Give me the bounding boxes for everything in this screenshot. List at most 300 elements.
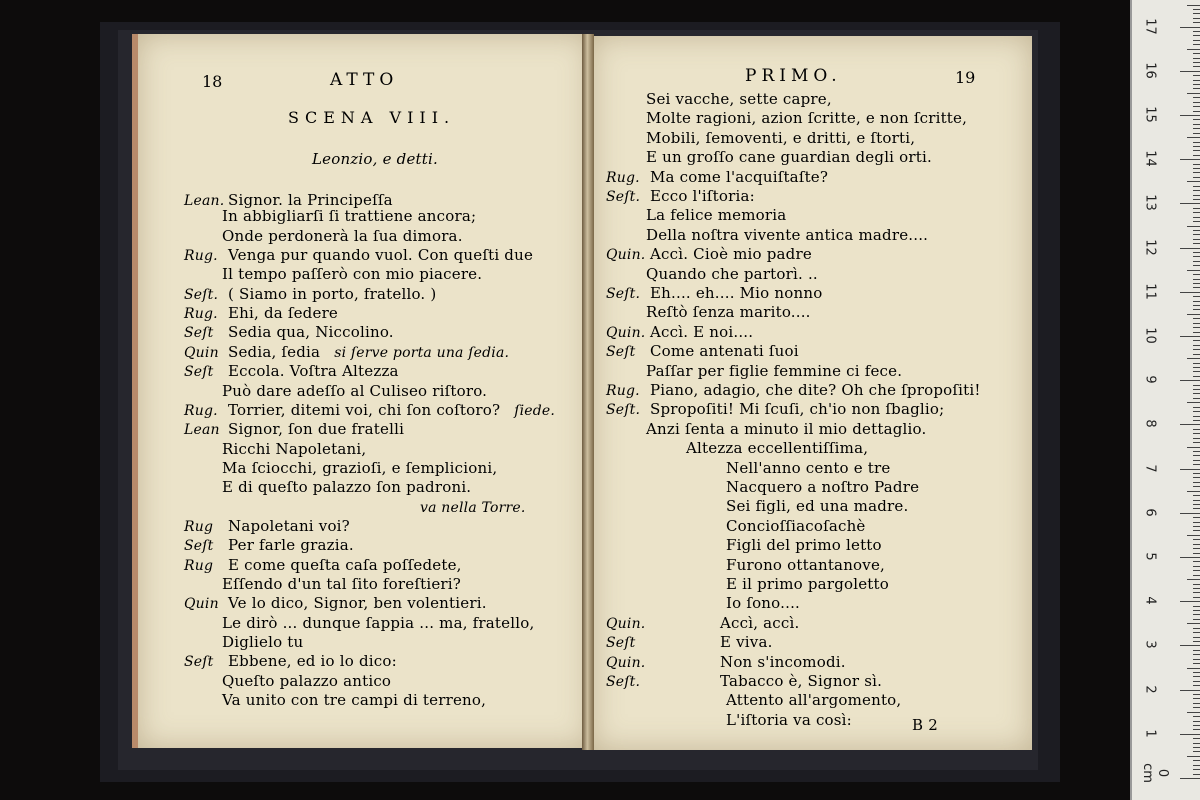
ruler-tick	[1193, 389, 1200, 390]
ruler-tick	[1193, 606, 1200, 607]
ruler-number: 6	[1142, 508, 1158, 517]
ruler-number: 11	[1142, 283, 1158, 300]
text-line	[184, 517, 350, 536]
verse-text: Venga pur quando vuol. Con queſti due	[228, 246, 534, 265]
ruler-tick	[1193, 88, 1200, 89]
ruler-tick	[1193, 35, 1200, 36]
ruler-number: 15	[1142, 106, 1158, 123]
ruler-tick	[1187, 137, 1200, 138]
ruler-tick	[1193, 477, 1200, 478]
ruler-tick	[1193, 544, 1200, 545]
ruler-tick	[1193, 97, 1200, 98]
ruler-tick	[1193, 309, 1200, 310]
text-line	[184, 207, 476, 225]
text-line	[184, 401, 555, 420]
speaker-label: Quin.	[606, 247, 646, 264]
text-line	[606, 497, 908, 515]
ruler-tick	[1193, 327, 1200, 328]
ruler-tick	[1193, 681, 1200, 682]
text-line	[606, 536, 882, 554]
text-line	[606, 284, 822, 303]
ruler-tick	[1180, 690, 1200, 691]
ruler-tick	[1193, 747, 1200, 748]
verse-text: E come queſta caſa poſſedete,	[228, 555, 462, 574]
ruler-tick	[1193, 597, 1200, 598]
text-line	[606, 303, 811, 321]
ruler-tick	[1193, 142, 1200, 143]
verse-text: Reſtò ſenza marito....	[646, 303, 811, 322]
ruler-tick	[1193, 743, 1200, 744]
ruler-tick	[1193, 504, 1200, 505]
ruler-tick	[1193, 234, 1200, 235]
speaker-label: Rug.	[606, 383, 640, 399]
ruler-tick	[1193, 128, 1200, 129]
ruler-tick	[1193, 765, 1200, 766]
text-line	[606, 226, 928, 244]
text-line	[606, 575, 889, 593]
verse-text: Ve lo dico, Signor, ben volentieri.	[228, 594, 487, 613]
verse-text: E un groſſo cane guardian degli orti.	[646, 148, 932, 167]
ruler-tick	[1193, 239, 1200, 240]
text-line	[184, 459, 497, 477]
ruler-number: 1	[1142, 729, 1158, 738]
ruler-tick	[1193, 769, 1200, 770]
verse-text: Queſto palazzo antico	[222, 671, 392, 690]
scene-characters: Leonzio, e detti.	[312, 150, 438, 168]
speaker-label: Quin	[184, 596, 219, 613]
ruler-tick	[1193, 53, 1200, 54]
ruler-number: 17	[1142, 17, 1158, 35]
ruler-tick	[1193, 429, 1200, 430]
verse-text: Anzi ſenta a minuto il mio dettaglio.	[646, 419, 927, 438]
text-line	[184, 652, 397, 671]
verse-text: Altezza eccellentiſſima,	[686, 439, 869, 458]
text-line	[184, 536, 354, 555]
signature-mark: B 2	[912, 716, 938, 734]
text-line	[184, 227, 463, 245]
ruler-tick	[1193, 495, 1200, 496]
ruler-tick	[1193, 694, 1200, 695]
ruler-tick	[1193, 575, 1200, 576]
ruler-tick	[1193, 9, 1200, 10]
ruler-tick	[1193, 80, 1200, 81]
ruler-number: 16	[1142, 62, 1158, 79]
ruler-tick	[1187, 535, 1200, 536]
ruler-tick	[1193, 707, 1200, 708]
verse-text: Ecco l'iſtoria:	[650, 187, 755, 205]
ruler-tick	[1193, 124, 1200, 125]
ruler-tick	[1193, 716, 1200, 717]
ruler-tick	[1180, 292, 1200, 293]
ruler-tick	[1193, 287, 1200, 288]
verse-text: Le dirò ... dunque ſappia ... ma, fratello,	[222, 613, 535, 632]
right-page-number: 19	[955, 68, 976, 87]
verse-text: Signor, ſon due fratelli	[228, 420, 405, 439]
scene-title: SCENA VIII.	[288, 108, 456, 127]
verse-text: Piano, adagio, che dite? Oh che ſpropoſiti!	[650, 381, 981, 399]
ruler-tick	[1193, 168, 1200, 169]
ruler-tick	[1193, 18, 1200, 19]
verse-text: Può dare adeſſo al Culiseo riſtoro.	[222, 381, 488, 400]
verse-text: Figli del primo letto	[726, 536, 882, 555]
ruler-tick	[1180, 601, 1200, 602]
ruler-tick	[1187, 447, 1200, 448]
ruler-tick	[1193, 650, 1200, 651]
text-line	[184, 304, 338, 323]
ruler-tick	[1180, 424, 1200, 425]
speaker-label: Seſt	[184, 654, 214, 671]
speaker-label: Seſt	[184, 325, 214, 342]
ruler-tick	[1180, 645, 1200, 646]
verse-text: Va unito con tre campi di terreno,	[222, 691, 487, 710]
verse-text: Sei figli, ed una madre.	[726, 497, 909, 516]
ruler-tick	[1193, 66, 1200, 67]
verse-text: Spropoſiti! Mi ſcuſi, ch'io non ſbaglio;	[650, 400, 945, 419]
verse-text: E viva.	[720, 633, 773, 652]
right-running-head: PRIMO.	[745, 66, 842, 86]
text-line	[606, 90, 832, 108]
ruler-tick	[1193, 672, 1200, 673]
verse-text: Molte ragioni, azion ſcritte, e non ſcritte,	[646, 109, 968, 128]
ruler-tick	[1193, 721, 1200, 722]
text-line	[606, 653, 846, 672]
verse-text: Come antenati ſuoi	[650, 342, 799, 361]
text-line	[606, 342, 799, 361]
ruler-tick	[1193, 561, 1200, 562]
ruler-tick	[1193, 44, 1200, 45]
ruler-tick	[1193, 628, 1200, 629]
verse-text: Sedia, ſedia	[228, 342, 321, 361]
ruler-tick	[1193, 296, 1200, 297]
verse-text: ( Siamo in porto, fratello. )	[228, 284, 437, 303]
ruler-tick	[1193, 654, 1200, 655]
ruler-tick	[1193, 522, 1200, 523]
ruler-tick	[1180, 336, 1200, 337]
ruler-tick	[1193, 40, 1200, 41]
ruler-number: 4	[1142, 596, 1158, 605]
verse-text: E il primo pargoletto	[726, 575, 889, 593]
ruler-tick	[1193, 632, 1200, 633]
verse-text: Il tempo paſſerò con mio piacere.	[222, 265, 483, 284]
text-line	[606, 711, 852, 729]
ruler-tick	[1193, 530, 1200, 531]
stage-direction: va nella Torre.	[420, 499, 526, 516]
ruler-number: 8	[1142, 419, 1158, 429]
verse-text: Quando che partorì. ..	[646, 264, 818, 283]
text-line	[606, 614, 799, 633]
verse-text: Ebbene, ed io lo dico:	[228, 652, 397, 671]
text-line	[606, 129, 915, 147]
verse-text: Della noſtra vivente antica madre....	[646, 225, 929, 244]
verse-text: Eh.... eh.... Mio nonno	[650, 284, 823, 302]
text-line	[606, 633, 773, 652]
ruler-tick	[1193, 751, 1200, 752]
speaker-label: Quin	[184, 344, 219, 361]
measuring-ruler	[1130, 0, 1200, 800]
speaker-label: Rug.	[184, 306, 218, 323]
ruler-tick	[1193, 172, 1200, 173]
text-line	[606, 362, 902, 380]
ruler-tick	[1193, 31, 1200, 32]
ruler-number: 13	[1142, 194, 1158, 212]
ruler-tick	[1193, 526, 1200, 527]
ruler-tick	[1193, 614, 1200, 615]
speaker-label: Seſt.	[606, 674, 641, 690]
verse-text: L'iſtoria va così:	[726, 710, 852, 729]
ruler-tick	[1193, 305, 1200, 306]
ruler-tick	[1193, 703, 1200, 704]
ruler-tick	[1193, 539, 1200, 540]
ruler-tick	[1193, 455, 1200, 456]
ruler-tick	[1187, 756, 1200, 757]
ruler-tick	[1193, 698, 1200, 699]
text-line	[606, 187, 755, 206]
ruler-tick	[1187, 579, 1200, 580]
text-line	[184, 440, 366, 458]
ruler-number: 5	[1142, 552, 1158, 561]
ruler-tick	[1193, 464, 1200, 465]
verse-text: Torrier, ditemi voi, chi ſon coſtoro?	[228, 400, 501, 419]
ruler-number: 3	[1142, 640, 1158, 650]
speaker-label: Seſt.	[606, 286, 641, 302]
verse-text: Accì. Cioè mio padre	[650, 245, 812, 264]
ruler-tick	[1193, 482, 1200, 483]
text-line	[184, 478, 471, 496]
verse-text: Furono ottantanove,	[726, 555, 886, 574]
ruler-tick	[1187, 668, 1200, 669]
ruler-tick	[1193, 588, 1200, 589]
ruler-tick	[1193, 371, 1200, 372]
ruler-tick	[1193, 265, 1200, 266]
ruler-tick	[1193, 186, 1200, 187]
speaker-label: Quin.	[606, 324, 646, 341]
ruler-tick	[1193, 256, 1200, 257]
ruler-tick	[1193, 570, 1200, 571]
text-line	[606, 400, 944, 419]
ruler-tick	[1193, 407, 1200, 408]
text-line	[606, 420, 926, 438]
verse-text: Attento all'argomento,	[726, 691, 902, 710]
ruler-tick	[1193, 619, 1200, 620]
ruler-tick	[1193, 729, 1200, 730]
verse-text: Non s'incomodi.	[720, 652, 846, 671]
text-line	[606, 109, 967, 127]
ruler-tick	[1193, 500, 1200, 501]
ruler-tick	[1193, 420, 1200, 421]
verse-text: Accì, accì.	[720, 613, 800, 632]
ruler-tick	[1180, 248, 1200, 249]
ruler-tick	[1180, 159, 1200, 160]
verse-text: Accì. E noi....	[650, 322, 754, 341]
verse-text: Ehi, da ſedere	[228, 304, 339, 323]
ruler-tick	[1187, 226, 1200, 227]
text-line	[184, 382, 487, 400]
text-line	[606, 478, 919, 496]
ruler-tick	[1193, 508, 1200, 509]
verse-text: E di queſto palazzo ſon padroni.	[222, 478, 472, 497]
ruler-tick	[1180, 734, 1200, 735]
ruler-number: 9	[1142, 375, 1158, 384]
text-line	[606, 459, 890, 477]
text-line	[606, 323, 753, 342]
ruler-tick	[1193, 584, 1200, 585]
verse-text: Ma ſciocchi, grazioſi, e ſemplicioni,	[222, 458, 498, 477]
ruler-tick	[1193, 13, 1200, 14]
ruler-number: 10	[1142, 327, 1158, 344]
verse-text: Napoletani voi?	[228, 516, 350, 535]
text-line	[606, 517, 866, 535]
ruler-tick	[1180, 778, 1200, 779]
ruler-tick	[1180, 27, 1200, 28]
ruler-tick	[1193, 177, 1200, 178]
text-line	[606, 245, 812, 264]
ruler-tick	[1187, 314, 1200, 315]
ruler-tick	[1193, 345, 1200, 346]
ruler-tick	[1193, 451, 1200, 452]
text-line	[184, 633, 303, 651]
verse-text: Paſſar per figlie femmine ci fece.	[646, 361, 903, 380]
speaker-label: Rug.	[184, 402, 218, 419]
ruler-tick	[1193, 663, 1200, 664]
ruler-tick	[1193, 416, 1200, 417]
text-line	[184, 691, 486, 709]
ruler-tick	[1193, 548, 1200, 549]
ruler-tick	[1193, 58, 1200, 59]
speaker-label: Lean.	[184, 193, 225, 209]
ruler-tick	[1193, 349, 1200, 350]
book-gutter	[582, 34, 594, 750]
text-line	[184, 246, 533, 265]
ruler-tick	[1193, 566, 1200, 567]
ruler-tick	[1193, 318, 1200, 319]
ruler-tick	[1193, 363, 1200, 364]
verse-text: Io ſono....	[726, 594, 801, 613]
verse-text: Per farle grazia.	[228, 536, 354, 555]
ruler-tick	[1193, 252, 1200, 253]
left-running-head: ATTO	[330, 70, 399, 90]
verse-text: In abbigliarſi ſi trattiene ancora;	[222, 207, 477, 226]
speaker-label: Seſt	[184, 364, 214, 381]
text-line	[184, 614, 534, 632]
text-line	[606, 381, 981, 400]
speaker-label: Rug	[184, 518, 214, 535]
speaker-label: Rug	[184, 557, 214, 574]
verse-text: Eccola. Voſtra Altezza	[228, 362, 399, 381]
ruler-tick	[1193, 385, 1200, 386]
left-page-number: 18	[202, 72, 223, 91]
ruler-tick	[1193, 393, 1200, 394]
ruler-tick	[1193, 150, 1200, 151]
ruler-tick	[1187, 358, 1200, 359]
ruler-tick	[1180, 469, 1200, 470]
ruler-tick	[1193, 230, 1200, 231]
ruler-tick	[1193, 411, 1200, 412]
verse-text: Nacquero a noſtro Padre	[726, 478, 920, 496]
ruler-tick	[1187, 5, 1200, 6]
text-line	[184, 265, 482, 283]
ruler-tick	[1193, 486, 1200, 487]
text-line	[184, 285, 436, 304]
ruler-unit-label: 0 cm	[1140, 763, 1170, 783]
ruler-tick	[1193, 725, 1200, 726]
ruler-tick	[1193, 62, 1200, 63]
text-line	[606, 691, 901, 709]
text-line	[606, 672, 882, 691]
ruler-tick	[1193, 637, 1200, 638]
ruler-tick	[1180, 513, 1200, 514]
text-line	[606, 439, 868, 457]
verse-text: Mobili, ſemoventi, e dritti, e ſtorti,	[646, 128, 916, 147]
ruler-tick	[1193, 676, 1200, 677]
text-line	[606, 556, 885, 574]
verse-text: Tabacco è, Signor sì.	[720, 672, 883, 690]
text-line	[184, 498, 526, 517]
ruler-tick	[1193, 473, 1200, 474]
ruler-tick	[1193, 261, 1200, 262]
speaker-label: Seſt.	[184, 286, 219, 303]
ruler-tick	[1193, 438, 1200, 439]
ruler-tick	[1193, 367, 1200, 368]
ruler-tick	[1193, 106, 1200, 107]
ruler-tick	[1193, 376, 1200, 377]
ruler-tick	[1193, 75, 1200, 76]
speaker-label: Rug.	[606, 169, 640, 186]
text-line	[184, 420, 404, 439]
ruler-number: 2	[1142, 684, 1158, 694]
ruler-tick	[1187, 623, 1200, 624]
speaker-label: Seſt	[606, 635, 636, 652]
ruler-tick	[1193, 22, 1200, 23]
ruler-number: 14	[1142, 150, 1158, 167]
ruler-number: 7	[1142, 463, 1158, 473]
ruler-tick	[1193, 133, 1200, 134]
text-line	[606, 265, 818, 283]
speaker-label: Quin.	[606, 615, 646, 632]
ruler-tick	[1193, 155, 1200, 156]
ruler-tick	[1193, 111, 1200, 112]
ruler-tick	[1193, 592, 1200, 593]
ruler-tick	[1193, 283, 1200, 284]
ruler-tick	[1193, 760, 1200, 761]
ruler-tick	[1193, 442, 1200, 443]
ruler-tick	[1187, 712, 1200, 713]
ruler-tick	[1193, 738, 1200, 739]
ruler-tick	[1193, 84, 1200, 85]
ruler-tick	[1193, 217, 1200, 218]
text-line	[184, 343, 509, 362]
speaker-label: Seſt.	[606, 189, 641, 205]
verse-text: Onde perdonerà la ſua dimora.	[222, 226, 463, 245]
ruler-tick	[1193, 685, 1200, 686]
speaker-label: Seſt	[184, 538, 214, 555]
ruler-tick	[1193, 659, 1200, 660]
ruler-tick	[1187, 270, 1200, 271]
speaker-label: Seſt.	[606, 402, 641, 419]
ruler-tick	[1180, 115, 1200, 116]
ruler-tick	[1187, 402, 1200, 403]
ruler-tick	[1193, 301, 1200, 302]
ruler-tick	[1193, 340, 1200, 341]
ruler-tick	[1193, 774, 1200, 775]
ruler-tick	[1193, 212, 1200, 213]
ruler-tick	[1180, 380, 1200, 381]
stage-direction: ſiede.	[514, 402, 556, 419]
verse-text: Ricchi Napoletani,	[222, 439, 367, 458]
ruler-tick	[1193, 641, 1200, 642]
ruler-tick	[1193, 208, 1200, 209]
ruler-tick	[1193, 517, 1200, 518]
ruler-tick	[1193, 553, 1200, 554]
